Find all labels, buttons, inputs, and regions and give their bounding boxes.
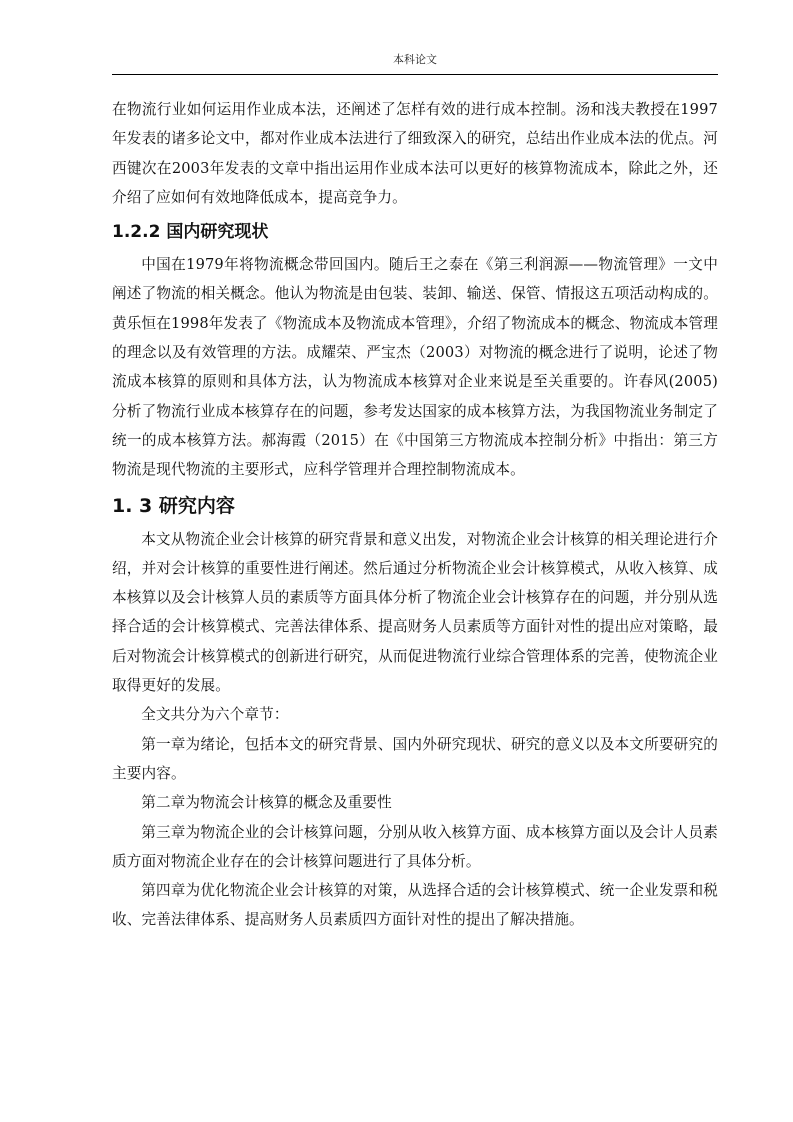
- paragraph-chapter-1: 第一章为绪论，包括本文的研究背景、国内外研究现状、研究的意义以及本文所要研究的主要内容。: [112, 735, 718, 782]
- document-body: [112, 95, 718, 935]
- paragraph-research-content: 本文从物流企业会计核算的研究背景和意义出发，对物流企业会计核算的相关理论进行介绍，并对会计核算的重要性进行阐述。然后通过分析物流企业会计核算模式，从收入核算、成本核算以及会计核算人员的素质等方面具体分析了物流企业会计核算存在的问题，并分别从选择合适的会计核算模式、完善法律体系、提高财务人员素质等方面针对性的提出应对策略，最后对物流会计核算模式的创新进行研究，从而促进物流行业综合管理体系的完善，使物流企业取得更好的发展。: [112, 530, 718, 695]
- paragraph-chapter-3: 第三章为物流企业的会计核算问题，分别从收入核算方面、成本核算方面以及会计人员素质方面对物流企业存在的会计核算问题进行了具体分析。: [112, 823, 718, 870]
- page-header: [112, 50, 718, 75]
- paragraph-domestic-research: 中国在1979年将物流概念带回国内。随后王之泰在《第三利润源——物流管理》一文中阐述了物流的相关概念。他认为物流是由包装、装卸、输送、保管、情报这五项活动构成的。黄乐恒在1998年发表了《物流成本及物流成本管理》，介绍了物流成本的概念、物流成本管理的理念以及有效管理的方法。成耀荣、严宝杰（2003）对物流的概念进行了说明，论述了物流成本核算的原则和具体方法，认为物流成本核算对企业来说是至关重要的。许春风(2005)分析了物流行业成本核算存在的问题，参考发达国家的成本核算方法，为我国物流业务制定了统一的成本核算方法。郝海霞（2015）在《中国第三方物流成本控制分析》中指出：第三方物流是现代物流的主要形式，应科学管理并合理控制物流成本。: [112, 256, 718, 479]
- paragraph-chapter-4: 第四章为优化物流企业会计核算的对策，从选择合适的会计核算模式、统一企业发票和税收、完善法律体系、提高财务人员素质四方面针对性的提出了解决措施。: [112, 882, 718, 929]
- section-heading-1-3: 1. 3 研究内容: [112, 494, 235, 517]
- section-heading-1-2-2: 1.2.2 国内研究现状: [112, 222, 269, 243]
- paragraph-chapter-2: 第二章为物流会计核算的概念及重要性: [141, 794, 392, 812]
- paragraph-intro: 在物流行业如何运用作业成本法，还阐述了怎样有效的进行成本控制。汤和浅夫教授在1997年发表的诸多论文中，都对作业成本法进行了细致深入的研究，总结出作业成本法的优点。河西键次在2003年发表的文章中指出运用作业成本法可以更好的核算物流成本，除此之外，还介绍了应如何有效地降低成本，提高竞争力。: [112, 101, 718, 206]
- paragraph-chapter-overview: 全文共分为六个章节：: [141, 706, 289, 724]
- header-title: 本科论文: [393, 53, 437, 66]
